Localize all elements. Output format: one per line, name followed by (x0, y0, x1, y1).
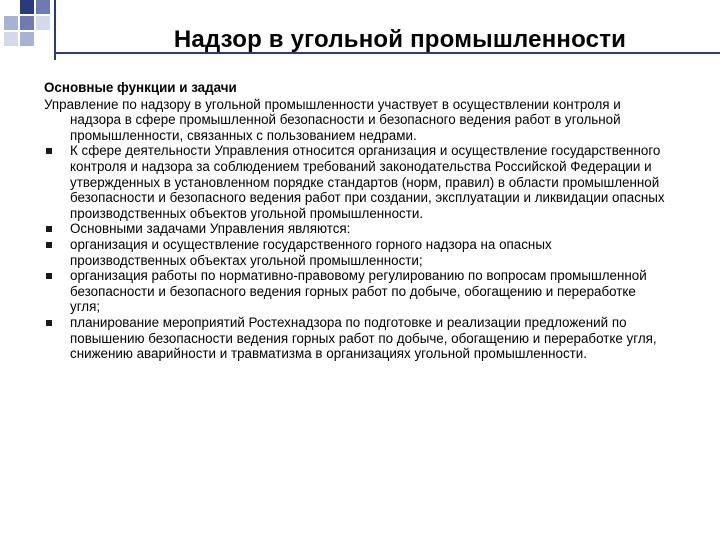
list-item (44, 237, 666, 268)
square-bullet-icon (46, 273, 52, 279)
list-item-text: организация работы по нормативно-правовому регулированию по вопросам промышленной безопасности и безопасного ведения горных работ по добыче, обогащению и переработке угля; (70, 268, 647, 315)
list-item-text: планирование мероприятий Ростехнадзора по подготовке и реализации предложений по повышению безопасности ведения горных работ по добыче, обогащению и переработке угля, снижению аварийности и травматизма в организациях угольной промышленности. (70, 314, 657, 362)
list-item (44, 221, 666, 237)
deco-square (4, 16, 18, 30)
square-bullet-icon (46, 226, 52, 232)
list-item (44, 315, 666, 362)
deco-square (20, 32, 34, 46)
deco-square (20, 16, 34, 30)
square-bullet-icon (46, 242, 52, 248)
deco-square (36, 0, 50, 14)
deco-square (20, 0, 34, 14)
intro-paragraph: Управление по надзору в угольной промышленности участвует в осуществлении контроля и надзора в сфере промышленной безопасности и безопасного ведения работ в угольной промышленности, связанных с пользованием недрами. (44, 96, 621, 143)
deco-square (36, 16, 50, 30)
list-item (44, 268, 666, 315)
square-bullet-icon (46, 320, 52, 326)
slide-title: Надзор в угольной промышленности (173, 26, 627, 53)
deco-vertical-line (54, 0, 56, 60)
square-bullet-icon (46, 148, 52, 154)
section-heading: Основные функции и задачи (44, 80, 237, 95)
list-item-text: Основными задачами Управления являются: (70, 221, 351, 237)
list-item-text: организация и осуществление государственного горного надзора на опасных производственных объектах угольной промышленности; (70, 236, 552, 268)
bullet-list (44, 143, 666, 361)
deco-square (4, 32, 18, 46)
list-item (44, 143, 666, 221)
slide-body (44, 80, 666, 362)
list-item-text: К сфере деятельности Управления относится организация и осуществление государственного контроля и надзора за соблюдением требований законодательства Российской Федерации и утвержденных в установленном порядке стандартов (норм, правил) в области промышленной безопасности и безопасного ведения работ при создании, эксплуатации и ликвидации опасных производственных объектов угольной промышленности. (70, 143, 665, 221)
